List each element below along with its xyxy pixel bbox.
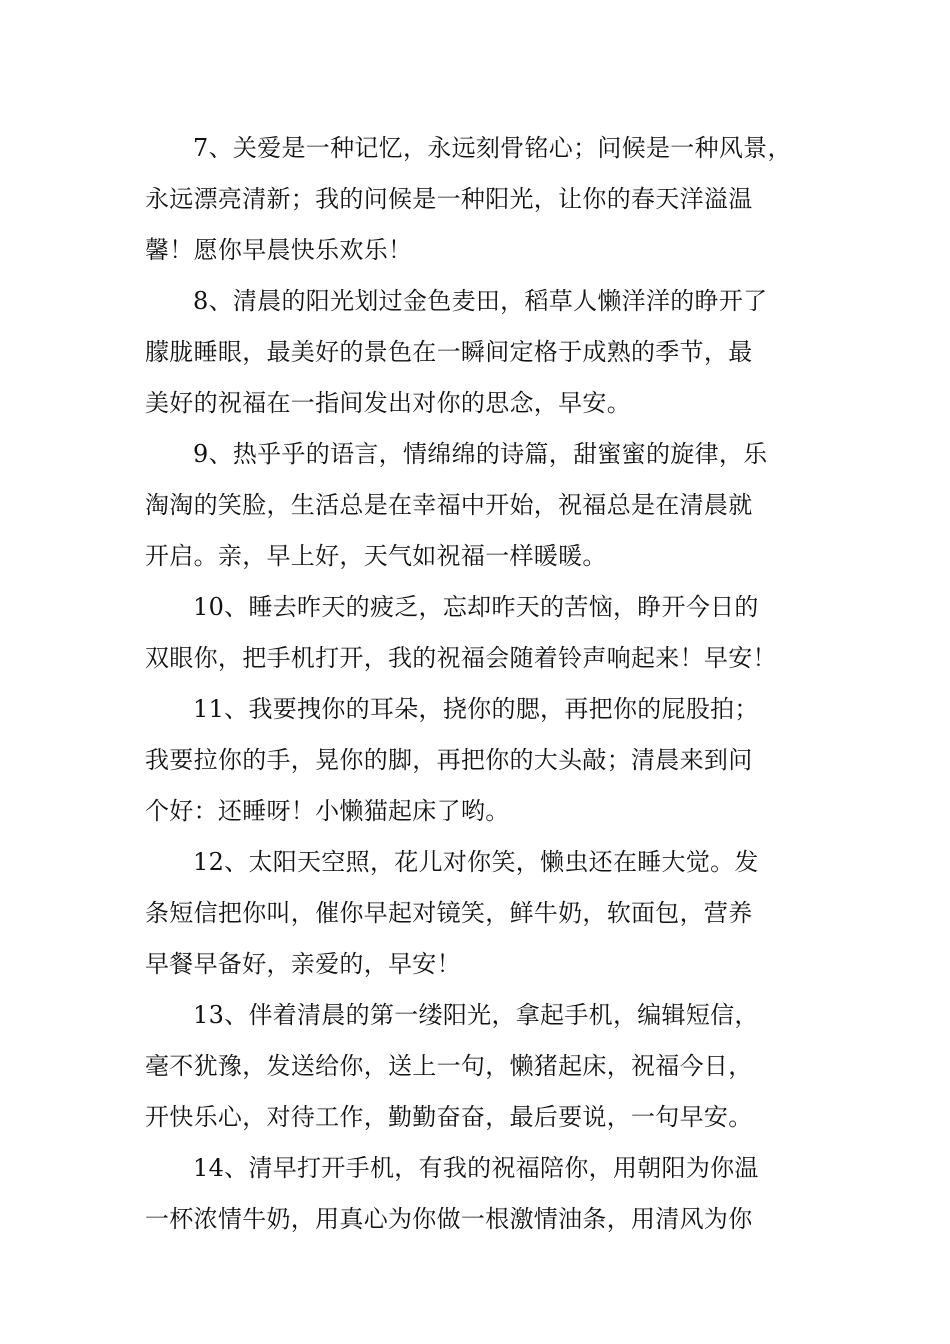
text-line: 淘淘的笑脸，生活总是在幸福中开始，祝福总是在清晨就 <box>145 491 753 519</box>
text-line: 美好的祝福在一指间发出对你的思念，早安。 <box>145 389 631 417</box>
document-body <box>145 123 810 1245</box>
paragraph-14 <box>145 1143 810 1245</box>
text-line: 馨！愿你早晨快乐欢乐！ <box>145 236 413 264</box>
paragraph-11 <box>145 684 810 837</box>
text-line: 早餐早备好，亲爱的，早安！ <box>145 950 461 978</box>
text-line: 我要拉你的手，晃你的脚，再把你的大头敲；清晨来到问 <box>145 746 753 774</box>
text-line: 双眼你，把手机打开，我的祝福会随着铃声响起来！早安！ <box>145 644 777 672</box>
text-line: 9、热乎乎的语言，情绵绵的诗篇，甜蜜蜜的旋律，乐 <box>193 440 768 468</box>
text-line: 开快乐心，对待工作，勤勤奋奋，最后要说，一句早安。 <box>145 1103 753 1131</box>
text-line: 14、清早打开手机，有我的祝福陪你，用朝阳为你温 <box>193 1154 759 1182</box>
text-line: 13、伴着清晨的第一缕阳光，拿起手机，编辑短信， <box>193 1001 759 1029</box>
text-line: 毫不犹豫，发送给你，送上一句，懒猪起床，祝福今日， <box>145 1052 753 1080</box>
paragraph-7 <box>145 123 810 276</box>
paragraph-9 <box>145 429 810 582</box>
text-line: 7、关爱是一种记忆，永远刻骨铭心；问候是一种风景， <box>193 134 792 162</box>
paragraph-8 <box>145 276 810 429</box>
paragraph-13 <box>145 990 810 1143</box>
text-line: 8、清晨的阳光划过金色麦田，稻草人懒洋洋的睁开了 <box>193 287 768 315</box>
text-line: 一杯浓情牛奶，用真心为你做一根激情油条，用清风为你 <box>145 1205 753 1233</box>
text-line: 永远漂亮清新；我的问候是一种阳光，让你的春天洋溢温 <box>145 185 753 213</box>
text-line: 个好：还睡呀！小懒猫起床了哟。 <box>145 797 510 825</box>
text-line: 11、我要拽你的耳朵，挠你的腮，再把你的屁股拍； <box>193 695 759 723</box>
text-line: 条短信把你叫，催你早起对镜笑，鲜牛奶，软面包，营养 <box>145 899 753 927</box>
text-line: 12、太阳天空照，花儿对你笑，懒虫还在睡大觉。发 <box>193 848 759 876</box>
paragraph-12 <box>145 837 810 990</box>
text-line: 10、睡去昨天的疲乏，忘却昨天的苦恼，睁开今日的 <box>193 593 759 621</box>
text-line: 开启。亲，早上好，天气如祝福一样暖暖。 <box>145 542 607 570</box>
text-line: 朦胧睡眼，最美好的景色在一瞬间定格于成熟的季节，最 <box>145 338 753 366</box>
paragraph-10 <box>145 582 810 684</box>
